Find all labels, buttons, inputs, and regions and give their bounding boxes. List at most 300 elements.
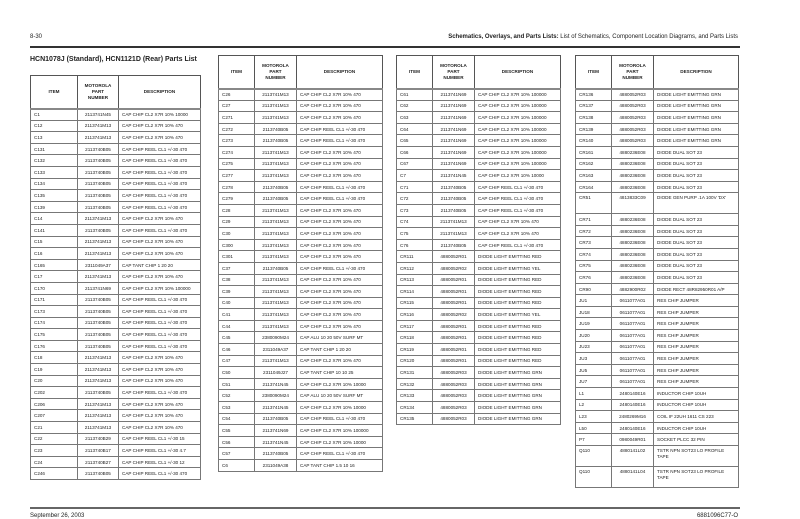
table-row [576,318,739,330]
cell-description: CAP ALU 10 20 50V SURF MT [297,332,383,344]
cell-part-number: 2113740B05 [433,193,475,205]
cell-item: CR120 [397,355,433,367]
cell-part-number: 0611077A01 [612,341,654,353]
cell-description: CAP CHIP CL2 X7R 10% 470 [119,271,201,283]
table-row [576,364,739,376]
cell-item: L23 [576,411,612,423]
cell-description: CAP CHIP CL2 X7R 10% 470 [297,228,383,240]
cell-part-number: 0611077A01 [612,376,654,388]
cell-part-number: 2113741N69 [433,146,475,158]
cell-item: C134 [31,178,78,190]
cell-part-number: 4880052R01 [433,344,475,356]
column-header-description: DESCRIPTION [119,76,201,109]
cell-part-number: 2113740B05 [255,193,297,205]
table-row [31,410,201,422]
column-header-item: ITEM [31,76,78,109]
table-row [576,112,739,124]
cell-item: C45 [219,332,255,344]
table-row [31,364,201,376]
table-row [397,355,561,367]
cell-description: DIODE LIGHT EMITTING GRN [654,112,739,124]
cell-part-number: 4813833C09 [612,193,654,214]
table-row [397,135,561,147]
cell-part-number: 2113741M13 [255,239,297,251]
cell-part-number: 4880236E08 [612,260,654,272]
table-row [219,216,383,228]
cell-description: CAP CHIP REEL CL1 +/-30 470 [119,143,201,155]
cell-part-number: 2113740B17 [78,445,119,457]
cell-item: C76 [397,239,433,251]
cell-item: C65 [397,135,433,147]
table-row [576,388,739,400]
table-row [576,330,739,342]
cell-description: DIODE DUAL SOT 23 [654,272,739,284]
cell-item: C55 [219,425,255,437]
cell-part-number: 2113741M13 [255,216,297,228]
table-row [576,341,739,353]
cell-item: C63 [397,112,433,124]
footer-doc-number: 6881096C77-O [696,513,738,519]
cell-description: CAP CHIP CL2 X7R 10% 470 [475,216,561,228]
cell-part-number: 2113741M13 [255,112,297,124]
table-row [31,282,201,294]
column-header-part-number: MOTOROLA PART NUMBER [612,56,654,89]
table-row [576,214,739,226]
cell-part-number: 2113740B05 [78,166,119,178]
cell-part-number: 2113741N69 [433,112,475,124]
cell-item: C139 [31,201,78,213]
cell-item: C175 [31,329,78,341]
cell-description: CAP CHIP REEL CL1 +/-30 470 [475,204,561,216]
cell-part-number: 0611077A01 [612,364,654,376]
cell-item: JU1 [576,295,612,307]
cell-item: C40 [219,297,255,309]
cell-part-number: 2113740B05 [433,181,475,193]
cell-item: CR133 [397,390,433,402]
cell-part-number: 2113741M13 [78,422,119,434]
cell-description: DIODE LIGHT EMITTING GRN [654,123,739,135]
cell-part-number: 2113741M13 [255,320,297,332]
cell-part-number: 4880052R03 [612,135,654,147]
cell-part-number: 2113741M13 [78,398,119,410]
cell-item: C15 [31,236,78,248]
cell-description: CAP ALU 10 20 50V SURF MT [297,390,383,402]
table-row [576,237,739,249]
cell-description: CAP CHIP CL2 X7R 10% 100000 [475,89,561,101]
cell-item: CR137 [576,100,612,112]
table-row [31,190,201,202]
table-row [576,411,739,423]
table-row [31,433,201,445]
table-row [576,399,739,411]
cell-part-number: 2113741N69 [433,100,475,112]
table-row [397,112,561,124]
cell-item: C73 [397,204,433,216]
cell-part-number: 2113740B05 [255,413,297,425]
cell-part-number: 2113741N45 [433,170,475,182]
cell-description: DIODE LIGHT EMITTING RED [475,344,561,356]
table-row [219,89,383,101]
table-row [397,286,561,298]
cell-description: SOCKET PLCC 32 PIN [654,434,739,446]
cell-description: CAP CHIP CL2 X7R 10% 100000 [475,158,561,170]
table-row [397,274,561,286]
cell-description: CAP CHIP REEL CL1 +/-30 12 [119,456,201,468]
cell-item: C50 [219,367,255,379]
table-row [31,143,201,155]
cell-description: CAP CHIP REEL CL1 +/-30 470 [297,123,383,135]
header-row [397,56,561,89]
cell-item: C271 [219,112,255,124]
cell-description: CAP CHIP CL2 X7R 10% 470 [297,204,383,216]
parts-table-3 [396,55,561,425]
cell-description: CAP CHIP REEL CL1 +/-30 470 [119,190,201,202]
cell-description: RES CHIP JUMPER [654,330,739,342]
table-row [31,422,201,434]
cell-part-number: 2113740B05 [78,294,119,306]
cell-part-number: 2113741M13 [255,158,297,170]
cell-part-number: 2113740B05 [78,329,119,341]
cell-item: C57 [219,448,255,460]
cell-description: CAP CHIP CL2 X7R 10% 100000 [475,100,561,112]
parts-table-2 [218,55,383,472]
cell-part-number: 0611077A01 [612,295,654,307]
cell-part-number: 2113741N45 [255,378,297,390]
table-row [576,193,739,214]
cell-description: CAP TANT CHIP 10 10 25 [297,367,383,379]
cell-description: DIODE LIGHT EMITTING GRN [654,135,739,147]
table-row [219,402,383,414]
table-row [31,375,201,387]
cell-description: CAP CHIP REEL CL1 +/-30 470 [119,294,201,306]
cell-item: L2 [576,399,612,411]
cell-part-number: 0611077A01 [612,318,654,330]
cell-description: CAP CHIP CL2 X7R 10% 470 [297,320,383,332]
cell-part-number: 2113741M13 [255,89,297,101]
table-row [576,422,739,434]
cell-description: CAP CHIP CL2 X7R 10% 470 [119,248,201,260]
table-row [576,434,739,446]
table-row [397,239,561,251]
cell-description: CAP CHIP REEL CL1 +/-30 470 [119,317,201,329]
cell-description: INDUCTOR CHIP 10UH [654,399,739,411]
cell-description: DIODE LIGHT EMITTING RED [475,274,561,286]
cell-item: C6 [219,460,255,472]
cell-item: C176 [31,340,78,352]
cell-part-number: 4880052R03 [612,123,654,135]
cell-part-number: 4880236E08 [612,181,654,193]
parts-table-4 [575,55,739,488]
cell-part-number: 2113740B05 [78,201,119,213]
cell-part-number: 2113741M13 [255,100,297,112]
cell-item: CR51 [576,193,612,214]
cell-description: CAP CHIP CL2 X7R 10% 470 [475,228,561,240]
table-row [576,225,739,237]
table-row [576,89,739,101]
cell-part-number: 2113741M13 [255,286,297,298]
cell-part-number: 4880052R01 [433,286,475,298]
cell-item: CR118 [397,332,433,344]
cell-part-number: 4880236E08 [612,248,654,260]
cell-item: C53 [219,402,255,414]
table-row [31,236,201,248]
table-row [576,295,739,307]
table-row [31,248,201,260]
cell-part-number: 2113741M13 [433,228,475,240]
cell-part-number: 4880052R01 [433,355,475,367]
table-row [397,367,561,379]
cell-description: COIL IF 22UH 1611 CS 223 [654,411,739,423]
table-row [31,201,201,213]
cell-description: CAP CHIP CL2 X7R 10% 470 [119,364,201,376]
cell-part-number: 4880052R03 [612,89,654,101]
table-row [31,352,201,364]
cell-part-number: 2113740B05 [255,448,297,460]
cell-item: CR74 [576,248,612,260]
table-row [219,262,383,274]
table-row [31,306,201,318]
cell-description: CAP CHIP REEL CL1 +/-30 470 [297,135,383,147]
table-row [219,274,383,286]
cell-item: Q110 [576,446,612,467]
cell-description: CAP CHIP CL2 X7R 10% 470 [119,422,201,434]
table-row [397,320,561,332]
table-row [397,332,561,344]
cell-item: JU3 [576,353,612,365]
column-header-description: DESCRIPTION [475,56,561,89]
table-row [576,123,739,135]
cell-item: C14 [31,213,78,225]
cell-item: C27 [219,100,255,112]
cell-item: JU23 [576,341,612,353]
cell-item: C46 [219,344,255,356]
subsection-title: List of Schematics, Component Location Diagrams, and Parts Lists [560,34,738,40]
column-header-description: DESCRIPTION [654,56,739,89]
cell-part-number: 2113741N45 [78,109,119,121]
cell-part-number: 4882900R02 [612,283,654,295]
section-title: Schematics, Overlays, and Parts Lists: [448,34,559,40]
cell-item: C37 [219,262,255,274]
header-row [31,76,201,109]
cell-description: CAP CHIP CL2 X7R 10% 10000 [119,109,201,121]
cell-description: DIODE LIGHT EMITTING GRN [654,89,739,101]
cell-description: CAP CHIP REEL CL1 +/-30 470 [119,201,201,213]
table-row [219,228,383,240]
cell-item: CR134 [397,402,433,414]
table-row [219,239,383,251]
cell-description: CAP CHIP REEL CL1 +/-30 4.7 [119,445,201,457]
cell-part-number: 2113740B05 [78,143,119,155]
table-row [576,272,739,284]
header-row [576,56,739,89]
cell-description: TSTR NPN SOT23 LO PROFILE TAPE [654,466,739,487]
column-header-part-number: MOTOROLA PART NUMBER [255,56,297,89]
cell-item: CR119 [397,344,433,356]
cell-part-number: 4880052R03 [612,112,654,124]
cell-part-number: 0611077A01 [612,330,654,342]
cell-part-number: 4880236E08 [612,170,654,182]
cell-description: DIODE DUAL SOT 23 [654,170,739,182]
cell-item: CR113 [397,274,433,286]
cell-part-number: 2113740B05 [255,135,297,147]
cell-description: CAP CHIP CL2 X7R 10% 470 [297,146,383,158]
cell-part-number: 2311049J27 [255,367,297,379]
column-header-item: ITEM [576,56,612,89]
cell-item: C202 [31,387,78,399]
cell-part-number: 2113741N45 [255,402,297,414]
table-row [219,355,383,367]
cell-description: CAP CHIP CL2 X7R 10% 10000 [297,436,383,448]
table-row [219,378,383,390]
column-header-item: ITEM [397,56,433,89]
cell-part-number: 2113741M13 [255,297,297,309]
cell-item: C26 [219,89,255,101]
table-row [219,297,383,309]
cell-item: CR139 [576,123,612,135]
cell-item: C273 [219,135,255,147]
cell-item: C62 [397,100,433,112]
cell-part-number: 2113740B05 [78,155,119,167]
cell-part-number: 4880052R03 [433,367,475,379]
cell-part-number: 2113741M13 [433,216,475,228]
cell-item: C38 [219,274,255,286]
cell-item: CR163 [576,170,612,182]
table-row [219,344,383,356]
cell-part-number: 2113741M13 [78,364,119,376]
cell-description: CAP CHIP REEL CL1 +/-30 470 [297,193,383,205]
header-rule [30,46,740,48]
cell-item: CR73 [576,237,612,249]
cell-item: CR135 [397,413,433,425]
cell-item: C21 [31,422,78,434]
table-row [397,216,561,228]
cell-part-number: 4880052R03 [612,100,654,112]
cell-part-number: 2113741N69 [433,123,475,135]
cell-description: RES CHIP JUMPER [654,376,739,388]
cell-item: CR111 [397,251,433,263]
cell-description: DIODE DUAL SOT 23 [654,237,739,249]
cell-item: CR132 [397,378,433,390]
cell-description: DIODE LIGHT EMITTING GRN [475,402,561,414]
cell-item: C7 [397,170,433,182]
cell-item: C16 [31,248,78,260]
cell-part-number: 2113740B05 [78,224,119,236]
cell-description: CAP CHIP REEL CL1 +/-30 15 [119,433,201,445]
table-row [31,132,201,144]
cell-part-number: 2113741N45 [255,436,297,448]
cell-description: CAP CHIP REEL CL1 +/-30 470 [119,155,201,167]
cell-description: CAP CHIP REEL CL1 +/-30 470 [297,448,383,460]
cell-part-number: 2113741N69 [255,425,297,437]
cell-part-number: 2113740B29 [78,433,119,445]
cell-part-number: 2311049A37 [78,259,119,271]
cell-part-number: 2380090M24 [255,390,297,402]
cell-description: CAP CHIP CL2 X7R 10% 10000 [297,402,383,414]
cell-item: C171 [31,294,78,306]
cell-part-number: 2113740B05 [433,239,475,251]
cell-description: CAP CHIP CL2 X7R 10% 470 [119,375,201,387]
cell-description: DIODE LIGHT EMITTING RED [475,320,561,332]
cell-item: Q110 [576,466,612,487]
cell-part-number: 4880052R03 [433,378,475,390]
table-row [219,413,383,425]
cell-description: CAP CHIP CL2 X7R 10% 10000 [475,170,561,182]
cell-description: CAP CHIP CL2 X7R 10% 470 [297,239,383,251]
table-row [397,193,561,205]
cell-description: CAP TANT CHIP 1 20 20 [297,344,383,356]
table-row [219,320,383,332]
table-row [576,353,739,365]
cell-item: C67 [397,158,433,170]
cell-item: C19 [31,364,78,376]
cell-description: DIODE RECT 48R82950R01 A/P [654,283,739,295]
cell-item: C174 [31,317,78,329]
table-row [219,286,383,298]
table-row [219,135,383,147]
cell-part-number: 2480140E16 [612,399,654,411]
table-row [219,332,383,344]
cell-description: DIODE DUAL SOT 23 [654,181,739,193]
cell-description: DIODE LIGHT EMITTING GRN [475,378,561,390]
table-row [31,387,201,399]
cell-description: CAP CHIP CL2 X7R 10% 470 [119,398,201,410]
cell-part-number: 2113741M13 [255,251,297,263]
cell-item: CR116 [397,309,433,321]
cell-part-number: 2113741M13 [255,355,297,367]
table-row [219,425,383,437]
cell-description: CAP CHIP REEL CL1 +/-30 470 [297,181,383,193]
table-row [397,251,561,263]
table-row [397,181,561,193]
cell-item: C39 [219,286,255,298]
cell-description: CAP CHIP CL2 X7R 10% 100000 [119,282,201,294]
table-row [31,317,201,329]
cell-description: CAP CHIP CL2 X7R 10% 100000 [475,112,561,124]
cell-item: C133 [31,166,78,178]
cell-description: CAP CHIP CL2 X7R 10% 470 [297,286,383,298]
cell-description: DIODE LIGHT EMITTING RED [475,332,561,344]
cell-part-number: 4880052R01 [433,297,475,309]
cell-item: CR72 [576,225,612,237]
table-row [397,390,561,402]
cell-item: C135 [31,190,78,202]
cell-item: C52 [219,390,255,402]
cell-part-number: 2113740B05 [78,340,119,352]
footer-date: September 26, 2003 [30,513,85,519]
cell-part-number: 4880052R01 [433,251,475,263]
table-row [31,271,201,283]
table-row [219,112,383,124]
cell-item: C47 [219,355,255,367]
cell-description: CAP CHIP CL2 X7R 10% 470 [297,216,383,228]
cell-description: CAP CHIP REEL CL1 +/-30 470 [475,193,561,205]
cell-part-number: 2113741M13 [78,410,119,422]
table-row [397,228,561,240]
cell-part-number: 4880141L02 [612,446,654,467]
table-row [219,436,383,448]
cell-description: DIODE LIGHT EMITTING YEL [475,262,561,274]
cell-part-number: 2113740B05 [78,387,119,399]
cell-item: C13 [31,132,78,144]
table-row [219,170,383,182]
table-row [397,297,561,309]
cell-item: C75 [397,228,433,240]
cell-description: CAP CHIP CL2 X7R 10% 100000 [475,135,561,147]
cell-description: DIODE LIGHT EMITTING YEL [475,309,561,321]
cell-description: DIODE LIGHT EMITTING GRN [475,413,561,425]
cell-part-number: 4880236E08 [612,158,654,170]
table-row [31,166,201,178]
